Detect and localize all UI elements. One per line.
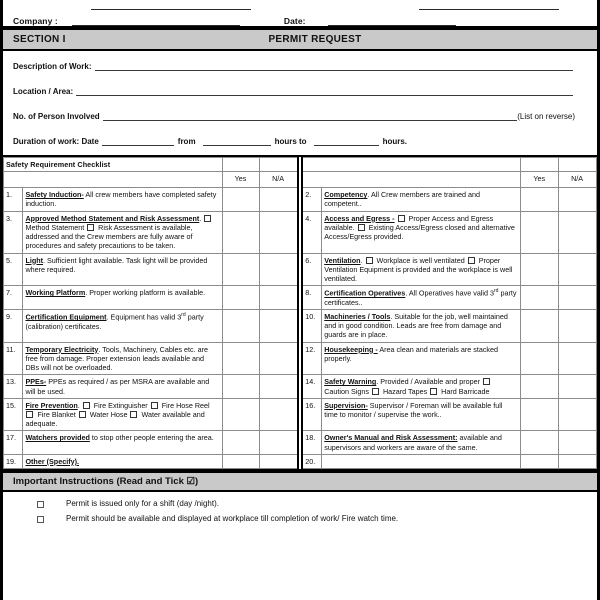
description-label: Description of Work: [13,62,92,71]
item-na-cell[interactable] [559,286,597,310]
item-number: 15. [4,398,23,431]
duration-hours-to-label: hours to [274,137,307,146]
identity-row-top [3,0,597,10]
header-spacer-na [260,158,298,172]
duration-date-input[interactable] [102,136,174,146]
item-na-cell[interactable] [260,211,298,253]
checkbox[interactable] [366,257,373,264]
item-na-cell[interactable] [260,188,298,211]
item-text: Ventilation. Workplace is well ventilated Proper Ventilation Equipment is provided and the workplace is well ventilated. [322,253,521,286]
item-yes-cell[interactable] [521,188,559,211]
item-yes-cell[interactable] [521,398,559,431]
instruction-checkbox[interactable] [37,516,44,523]
top-line-1[interactable] [91,0,251,10]
item-text: Certification Operatives. All Operatives have valid 3rd party certificates.. [322,286,521,310]
item-number: 6. [302,253,321,286]
field-duration [3,134,597,146]
item-number: 8. [302,286,321,310]
item-text: Certification Equipment. Equipment has valid 3rd party (calibration) certificates. [23,310,222,343]
persons-input[interactable] [103,111,518,121]
checkbox[interactable] [483,378,490,385]
item-number: 16. [302,398,321,431]
safety-requirement-checklist [3,157,597,471]
location-label: Location / Area: [13,87,74,96]
item-na-cell[interactable] [559,398,597,431]
header-spacer-na-right [559,158,597,172]
col-header-blank-right [302,172,521,188]
item-number: 19. [4,454,23,468]
location-input[interactable] [76,86,573,96]
checklist-row [4,310,597,343]
col-header-yes-right: Yes [521,172,559,188]
item-yes-cell[interactable] [521,454,559,468]
item-text: Access and Egress - Proper Access and Egress available. Existing Access/Egress closed and alternative Access/Egress provided. [322,211,521,253]
checklist-header-row [4,158,597,172]
item-yes-cell[interactable] [521,342,559,375]
header-spacer-right [302,158,521,172]
item-number: 4. [302,211,321,253]
field-description [3,59,597,71]
item-text: Safety Induction- All crew members have completed safety induction. [23,188,222,211]
checklist-row [4,342,597,375]
important-instructions-title: Important Instructions (Read and Tick ☑) [13,476,199,488]
permit-fields [3,51,597,157]
header-spacer-yes-right [521,158,559,172]
col-header-blank-left [4,172,223,188]
persons-note: (List on reverse) [517,112,575,121]
item-yes-cell[interactable] [222,375,260,398]
col-header-na-left: N/A [260,172,298,188]
item-yes-cell[interactable] [222,253,260,286]
identity-block [3,0,597,29]
item-number: 13. [4,375,23,398]
item-na-cell[interactable] [559,310,597,343]
checklist-row [4,286,597,310]
checkbox[interactable] [79,411,86,418]
item-text: Temporary Electricity. Tools, Machinery, Cables etc. are free from damage. Proper extension leads available and DBs will not be overloaded. [23,342,222,375]
checkbox[interactable] [398,215,405,222]
instruction-item [37,499,597,509]
item-number: 12. [302,342,321,375]
item-na-cell[interactable] [260,253,298,286]
checkbox[interactable] [151,402,158,409]
item-text: Supervision- Supervisor / Foreman will be available full time to monitor / supervise the work.. [322,398,521,431]
item-text: Machineries / Tools. Suitable for the job, well maintained and in good condition. Leads are free from damage and guards are in place. [322,310,521,343]
item-number: 7. [4,286,23,310]
item-number: 11. [4,342,23,375]
item-na-cell[interactable] [260,431,298,454]
checklist-row [4,398,597,431]
item-number: 1. [4,188,23,211]
checkbox[interactable] [130,411,137,418]
duration-from-input[interactable] [203,136,271,146]
checkbox[interactable] [358,224,365,231]
item-yes-cell[interactable] [222,310,260,343]
item-na-cell[interactable] [559,188,597,211]
item-na-cell[interactable] [559,431,597,454]
checkbox[interactable] [204,215,211,222]
date-label: Date: [283,16,306,26]
section-header-band [3,29,597,51]
instruction-text: Permit is issued only for a shift (day /night). [66,499,219,509]
checklist-column-header-row [4,172,597,188]
item-text: Working Platform. Proper working platform is available. [23,286,222,310]
item-yes-cell[interactable] [521,375,559,398]
item-yes-cell[interactable] [222,188,260,211]
checklist-row [4,431,597,454]
item-na-cell[interactable] [260,375,298,398]
item-na-cell[interactable] [559,211,597,253]
item-yes-cell[interactable] [222,342,260,375]
checkbox[interactable] [83,402,90,409]
checklist-row [4,253,597,286]
identity-row-company [3,10,597,26]
checkbox[interactable] [372,388,379,395]
item-na-cell[interactable] [260,342,298,375]
important-instructions-list [3,492,597,524]
item-na-cell[interactable] [260,286,298,310]
item-number: 2. [302,188,321,211]
item-number: 20. [302,454,321,468]
item-yes-cell[interactable] [222,454,260,468]
item-number: 18. [302,431,321,454]
top-line-2[interactable] [419,0,559,10]
duration-from-label: from [177,137,196,146]
item-na-cell[interactable] [260,310,298,343]
checklist-row [4,375,597,398]
important-instructions-band [3,471,597,492]
item-text: Light. Sufficient light available. Task light will be provided where required. [23,253,222,286]
section-label: SECTION I [13,34,66,45]
date-input[interactable] [328,16,456,26]
item-text: Watchers provided to stop other people entering the area. [23,431,222,454]
item-na-cell[interactable] [260,398,298,431]
item-text: Safety Warning. Provided / Available and proper Caution Signs Hazard Tapes Hard Barricade [322,375,521,398]
instruction-checkbox[interactable] [37,501,44,508]
checklist-title: Safety Requirement Checklist [4,158,223,172]
item-text: Competency. All Crew members are trained and competent.. [322,188,521,211]
item-yes-cell[interactable] [222,398,260,431]
item-yes-cell[interactable] [521,286,559,310]
checklist-row [4,211,597,253]
item-na-cell[interactable] [260,454,298,468]
item-yes-cell[interactable] [222,431,260,454]
duration-hours-suffix: hours. [382,137,408,146]
item-yes-cell[interactable] [222,211,260,253]
item-yes-cell[interactable] [521,310,559,343]
checkbox[interactable] [468,257,475,264]
item-number: 5. [4,253,23,286]
checkbox[interactable] [430,388,437,395]
persons-label: No. of Person Involved [13,112,100,121]
company-label: Company : [13,16,58,26]
item-number: 14. [302,375,321,398]
checklist-row [4,454,597,468]
instruction-text: Permit should be available and displayed at workplace till completion of work/ Fire watch time. [66,514,399,524]
item-text: Other (Specify). [23,454,222,468]
item-number: 10. [302,310,321,343]
item-text: Fire Prevention. Fire Extinguisher Fire Hose Reel Fire Blanket Water Hose Water available and adequate. [23,398,222,431]
item-number: 9. [4,310,23,343]
item-number: 3. [4,211,23,253]
checkbox[interactable] [87,224,94,231]
description-input[interactable] [95,61,573,71]
section-title: PERMIT REQUEST [268,34,362,45]
company-input[interactable] [72,16,240,26]
item-na-cell[interactable] [559,253,597,286]
item-yes-cell[interactable] [521,211,559,253]
item-yes-cell[interactable] [521,431,559,454]
duration-to-input[interactable] [314,136,379,146]
item-na-cell[interactable] [559,342,597,375]
item-na-cell[interactable] [559,375,597,398]
item-text: PPEs- PPEs as required / as per MSRA are available and will be used. [23,375,222,398]
field-persons [3,109,597,121]
instruction-item [37,514,597,524]
checkbox[interactable] [26,411,33,418]
field-location [3,84,597,96]
col-header-yes-left: Yes [222,172,260,188]
duration-label: Duration of work: Date [13,137,99,146]
item-text: Owner's Manual and Risk Assessment: available and supervisors and workers are aware of the same. [322,431,521,454]
checklist-row [4,188,597,211]
item-yes-cell[interactable] [521,253,559,286]
item-text: Housekeeping - Area clean and materials are stacked properly. [322,342,521,375]
item-text [322,454,521,468]
item-yes-cell[interactable] [222,286,260,310]
header-spacer-yes [222,158,260,172]
item-na-cell[interactable] [559,454,597,468]
item-number: 17. [4,431,23,454]
col-header-na-right: N/A [559,172,597,188]
item-text: Approved Method Statement and Risk Assessment. Method Statement Risk Assessment is available, addressed and the Crew members are fully aware of procedures and safety precautions to be taken. [23,211,222,253]
